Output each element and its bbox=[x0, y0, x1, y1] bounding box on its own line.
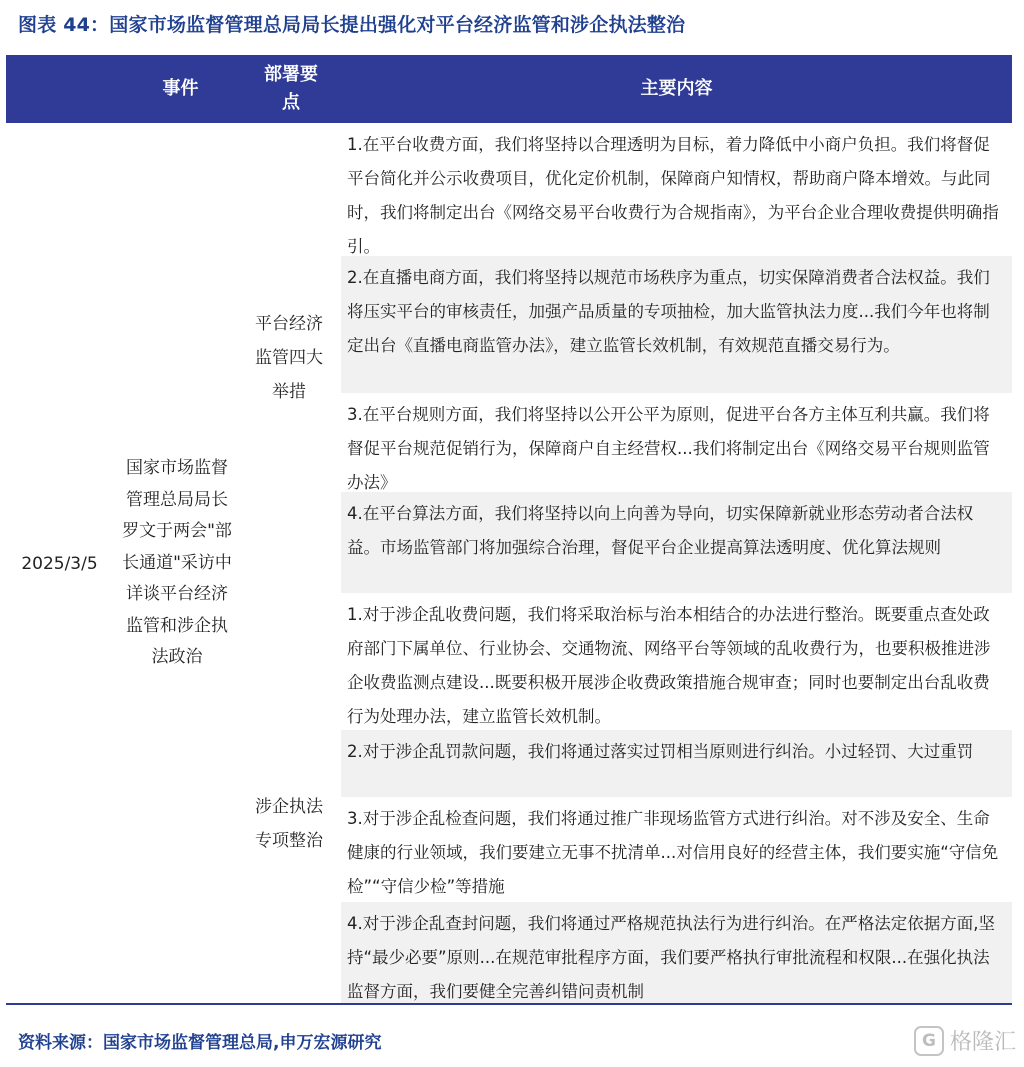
watermark bbox=[914, 1025, 1016, 1056]
source-note: 资料来源：国家市场监督管理总局,申万宏源研究 bbox=[18, 1033, 382, 1053]
watermark-text: 格隆汇 bbox=[949, 1030, 1016, 1055]
content-row: 1.在平台收费方面，我们将坚持以合理透明为目标，着力降低中小商户负担。我们将督促平台简化并公示收费项目，优化定价机制，保障商户知情权，帮助商户降本增效。与此同时，我们将制定出台《网络交易平台收费行为合规指南》，为平台企业合理收费提供明确指引。 bbox=[347, 135, 999, 256]
header-event: 事件 bbox=[162, 78, 199, 99]
header-point: 部署要点 bbox=[264, 64, 318, 113]
content-table bbox=[6, 55, 1012, 1004]
group-label-platform: 平台经济监管四大举措 bbox=[255, 314, 323, 402]
content-row: 1.对于涉企乱收费问题，我们将采取治标与治本相结合的办法进行整治。既要重点查处政府部门下属单位、行业协会、交通物流、网络平台等领域的乱收费行为，也要积极推进涉企收费监测点建设...既要积极开展涉企收费政策措施合规审查；同时也要制定出台乱收费行为处理办法，建立监管长效机制。 bbox=[347, 605, 991, 726]
figure-title: 图表 44：国家市场监督管理总局局长提出强化对平台经济监管和涉企执法整治 bbox=[18, 14, 686, 36]
content-row: 2.在直播电商方面，我们将坚持以规范市场秩序为重点，切实保障消费者合法权益。我们将压实平台的审核责任，加强产品质量的专项抽检，加大监管执法力度...我们今年也将制定出台《直播电商监管办法》，建立监管长效机制，有效规范直播交易行为。 bbox=[341, 256, 1012, 393]
event-description: 国家市场监督管理总局局长罗文于两会"部长通道"采访中详谈平台经济监管和涉企执法政治 bbox=[122, 458, 232, 668]
content-row: 4.在平台算法方面，我们将坚持以向上向善为导向，切实保障新就业形态劳动者合法权益。市场监管部门将加强综合治理，督促平台企业提高算法透明度、优化算法规则 bbox=[341, 492, 1012, 593]
content-row: 3.在平台规则方面，我们将坚持以公开公平为原则，促进平台各方主体互利共赢。我们将督促平台规范促销行为，保障商户自主经营权...我们将制定出台《网络交易平台规则监管办法》 bbox=[347, 405, 990, 492]
group-label-enforcement: 涉企执法专项整治 bbox=[255, 796, 323, 851]
table-header bbox=[6, 55, 1012, 123]
event-date: 2025/3/5 bbox=[21, 553, 98, 574]
table-bottom-rule bbox=[6, 1003, 1012, 1005]
content-row: 2.对于涉企乱罚款问题，我们将通过落实过罚相当原则进行纠治。小过轻罚、大过重罚 bbox=[341, 730, 1012, 797]
watermark-logo-icon: G bbox=[914, 1026, 944, 1056]
content-row: 3.对于涉企乱检查问题，我们将通过推广非现场监管方式进行纠治。对不涉及安全、生命健康的行业领域，我们要建立无事不扰清单...对信用良好的经营主体，我们要实施“守信免检”“守信少检”等措施 bbox=[347, 809, 999, 896]
content-row: 4.对于涉企乱查封问题，我们将通过严格规范执法行为进行纠治。在严格法定依据方面,坚持“最少必要”原则...在规范审批程序方面，我们要严格执行审批流程和权限...在强化执法监督方面，我们要健全完善纠错问责机制 bbox=[341, 902, 1012, 1004]
header-content: 主要内容 bbox=[640, 78, 713, 99]
